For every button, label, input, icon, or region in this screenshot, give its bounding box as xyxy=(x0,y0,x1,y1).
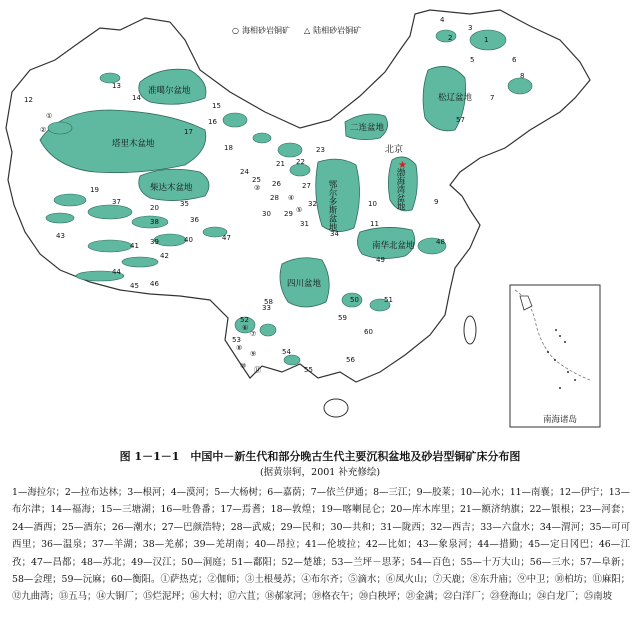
marker-3: 3 xyxy=(468,24,473,32)
marker-23: 23 xyxy=(316,146,325,154)
marker-53: 53 xyxy=(232,336,241,344)
triangle-icon: △ xyxy=(303,26,311,35)
marker-29: 29 xyxy=(284,210,293,218)
label-junggar: 准噶尔盆地 xyxy=(148,86,191,96)
marker-4: 4 xyxy=(440,16,445,24)
map-legend xyxy=(232,25,361,36)
marker-58: 58 xyxy=(264,298,273,306)
deposit-1: ① xyxy=(46,112,53,120)
marker-41: 41 xyxy=(130,242,139,250)
label-ordos: 鄂尔多斯盆地 xyxy=(327,180,337,231)
basin-7 xyxy=(54,194,86,206)
marker-6: 6 xyxy=(512,56,517,64)
label-nanhuabei: 南华北盆地 xyxy=(372,241,415,251)
marker-21: 21 xyxy=(276,160,285,168)
deposit-7: ⑦ xyxy=(250,330,257,338)
deposit-6: ⑥ xyxy=(242,324,249,332)
marker-30: 30 xyxy=(262,210,271,218)
label-sichuan: 四川盆地 xyxy=(287,279,322,289)
marker-44: 44 xyxy=(112,268,121,276)
marker-13: 13 xyxy=(112,82,121,90)
inset-south-sea xyxy=(510,285,600,427)
figure-title: 图 1－1－1 中国中－新生代和部分晚古生代主要沉积盆地及砂岩型铜矿床分布图 xyxy=(119,450,521,463)
deposit-4: ④ xyxy=(288,194,295,202)
marker-27: 27 xyxy=(302,182,311,190)
marker-22: 22 xyxy=(296,158,305,166)
marker-49: 49 xyxy=(376,256,385,264)
marker-54: 54 xyxy=(282,348,291,356)
figure-notes: 1—海拉尔；2—拉布达林；3—根河；4—漠河；5—大杨树；6—嘉荫；7—依兰伊通；8—三江；9—胶莱；10—沁水；11—南襄；12—伊宁；13—布尔津；14—福海；15—三塘湖；16—吐鲁番；17—焉耆；18—敦煌；19—喀喇昆仑；20—库木库里；21—额济纳旗；22—银根；23—河套；24—酒西；25—酒东；26—潮水；27—巴颜浩特；28—武威；29—民和；30—共和；31—陇西；32—西吉；33—六盘水；34—渭河；35—可可西里；36—温泉；37—羊湖；38—羌郝；39—羌胡南；40—昂拉；41—伦坡拉；42—比如；43—象泉河；44—措勤；45—定日冈巴；46—江孜；47—昌都；48—苏北；49—汉江；50—洞庭；51—鄱阳；52—楚雄；53—兰坪－思茅；54—百色；55—十万大山；56—三水；57—阜新；58—会理；59—沅麻；60—衡阳。①萨热克；②伽师；③土根曼苏；④布尔齐；⑤滴水；⑥凤火山；⑦天鹿；⑧东升庙；⑨中卫；⑩柏坊；⑪麻阳；⑫九曲湾；⑬五马；⑭大铜厂；⑮烂泥坪；⑯大村；⑰六苴；⑱郝家河；⑲格衣午；⑳白秧坪；㉑金满；㉒白洋厂；㉓登海山；㉔白龙厂；㉕南坡 xyxy=(12,487,630,603)
marker-50: 50 xyxy=(350,296,359,304)
label-songliao: 松辽盆地 xyxy=(438,93,473,103)
label-tarim: 塔里木盆地 xyxy=(112,139,155,149)
label-bohai: 渤海湾盆地 xyxy=(395,168,405,211)
deposit-10: ⑩ xyxy=(240,362,247,370)
marker-18: 18 xyxy=(224,144,233,152)
legend-terrestrial xyxy=(304,25,361,36)
deposit-11: ⑪ xyxy=(254,366,261,374)
marker-46: 46 xyxy=(150,280,159,288)
marker-9: 9 xyxy=(434,198,439,206)
circle-icon: ○ xyxy=(232,26,239,35)
marker-17: 17 xyxy=(184,128,193,136)
marker-36: 36 xyxy=(190,216,199,224)
basin-24 xyxy=(284,355,300,365)
marker-48: 48 xyxy=(436,238,445,246)
basin-12 xyxy=(88,240,132,252)
marker-34: 34 xyxy=(330,230,339,238)
marker-8: 8 xyxy=(520,72,525,80)
marker-16: 16 xyxy=(208,118,217,126)
marker-28: 28 xyxy=(270,194,279,202)
deposit-9: ⑨ xyxy=(250,350,257,358)
marker-5: 5 xyxy=(470,56,475,64)
marker-43: 43 xyxy=(56,232,65,240)
label-qaidam: 柴达木盆地 xyxy=(150,183,193,193)
marker-2: 2 xyxy=(448,34,453,42)
marker-20: 20 xyxy=(150,204,159,212)
label-beijing: 北京 xyxy=(385,145,404,155)
inset-label: 南海诸岛 xyxy=(542,415,578,425)
marker-35: 35 xyxy=(180,200,189,208)
marker-12: 12 xyxy=(24,96,33,104)
marker-45: 45 xyxy=(130,282,139,290)
basin-5 xyxy=(278,143,302,157)
basin-18 xyxy=(508,78,532,94)
basin-17 xyxy=(436,30,456,42)
marker-37: 37 xyxy=(112,198,121,206)
basin-8 xyxy=(46,213,74,223)
marker-39: 39 xyxy=(150,238,159,246)
basin-3 xyxy=(223,113,247,127)
deposit-5: ⑤ xyxy=(296,206,303,214)
basin-23 xyxy=(260,324,276,336)
marker-47: 47 xyxy=(222,234,231,242)
marker-38: 38 xyxy=(150,218,159,226)
marker-40: 40 xyxy=(184,236,193,244)
marker-59: 59 xyxy=(338,314,347,322)
deposit-2: ② xyxy=(40,126,47,134)
taiwan-island xyxy=(464,316,476,344)
marker-60: 60 xyxy=(364,328,373,336)
marker-25: 25 xyxy=(252,176,261,184)
basin-1 xyxy=(48,122,72,134)
marker-32: 32 xyxy=(308,200,317,208)
marker-10: 10 xyxy=(368,200,377,208)
marker-52: 52 xyxy=(240,316,249,324)
basin-9 xyxy=(88,205,132,219)
basin-13 xyxy=(122,257,158,267)
marker-14: 14 xyxy=(132,94,141,102)
marker-1: 1 xyxy=(484,36,489,44)
basin-4 xyxy=(253,133,271,143)
hainan-island xyxy=(324,399,348,417)
marker-56: 56 xyxy=(346,356,355,364)
marker-57: 57 xyxy=(456,116,465,124)
legend-marine-label: 海相砂岩铜矿 xyxy=(241,26,290,35)
marker-19: 19 xyxy=(90,186,99,194)
marker-26: 26 xyxy=(272,180,281,188)
beijing-star-icon: ★ xyxy=(398,160,407,171)
marker-15: 15 xyxy=(212,102,221,110)
china-outline xyxy=(6,10,590,382)
marker-31: 31 xyxy=(300,220,309,228)
legend-marine xyxy=(232,25,290,36)
deposit-3: ③ xyxy=(254,184,261,192)
label-erlian: 二连盆地 xyxy=(350,123,385,133)
marker-33: 33 xyxy=(262,304,271,312)
figure-source: (据黄崇轲，2001 补充修绘) xyxy=(259,467,381,478)
marker-55: 55 xyxy=(304,366,313,374)
marker-7: 7 xyxy=(490,94,495,102)
marker-51: 51 xyxy=(384,296,393,304)
legend-terrestrial-label: 陆相砂岩铜矿 xyxy=(313,26,362,35)
marker-42: 42 xyxy=(160,252,169,260)
basin-ordos xyxy=(316,159,360,231)
marker-24: 24 xyxy=(240,168,249,176)
deposit-8: ⑧ xyxy=(236,344,243,352)
marker-11: 11 xyxy=(370,220,379,228)
